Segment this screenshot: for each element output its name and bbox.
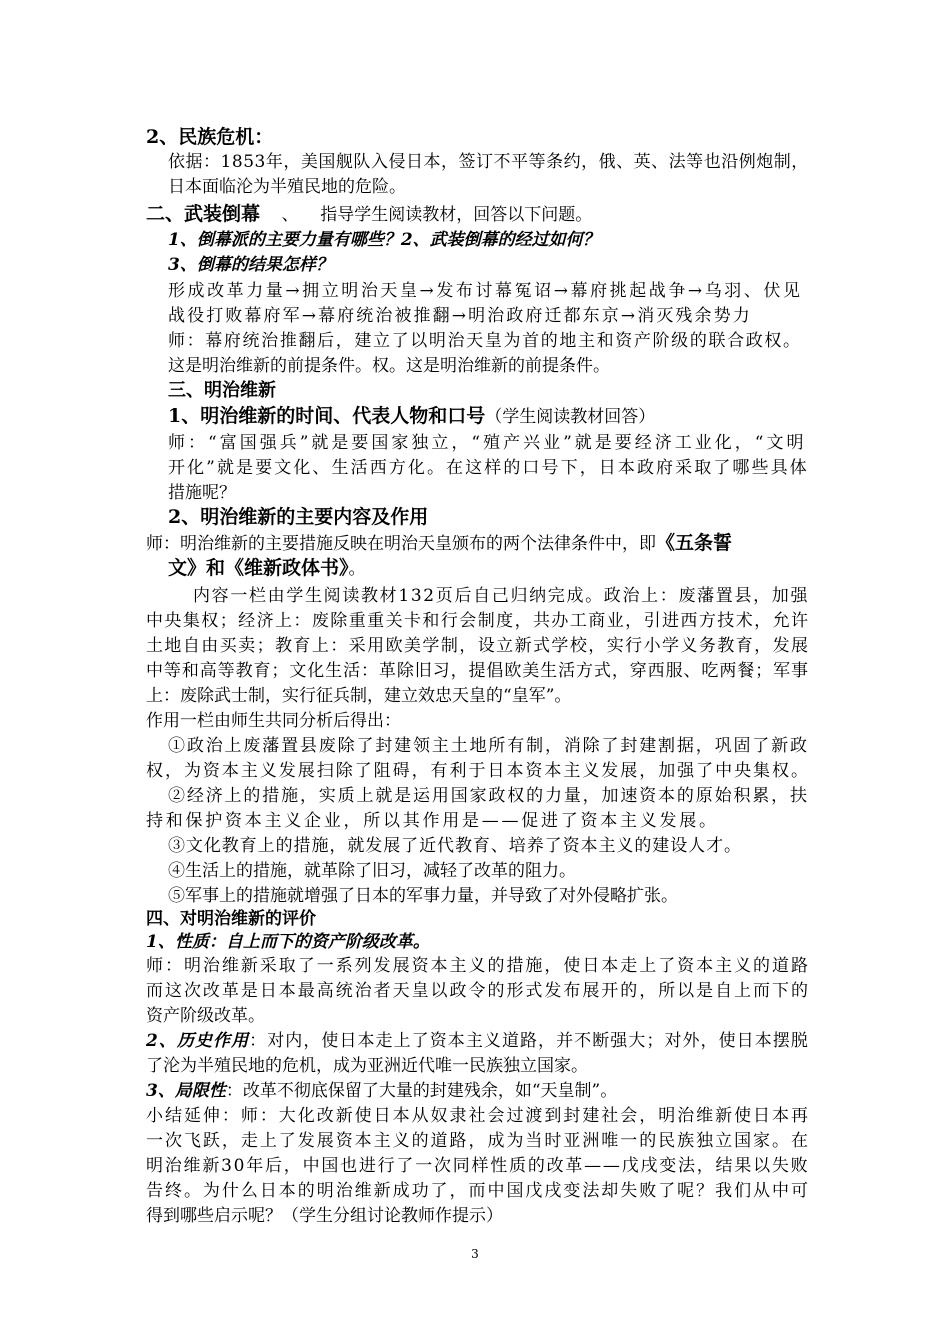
text-segment: 师：“富国强兵”就是要国家独立，“殖产兴业”就是要经济工业化，“文明 xyxy=(168,433,807,453)
text-line xyxy=(168,253,333,277)
text-line xyxy=(146,125,273,150)
text-segment: 明治维新30年后，中国也进行了一次同样性质的改革——戊戌变法，结果以失败 xyxy=(146,1156,810,1176)
text-segment: 得到哪些启示呢？（学生分组讨论教师作提示） xyxy=(146,1206,503,1226)
text-segment: 1、明治维新的时间、代表人物和口号 xyxy=(168,405,486,427)
text-segment: 2、明治维新的主要内容及作用 xyxy=(168,506,429,528)
text-line xyxy=(168,404,655,429)
text-line xyxy=(146,1104,810,1128)
text-segment: ：改革不彻底保留了大量的封建残余，如“天皇制”。 xyxy=(225,1081,618,1101)
text-line xyxy=(168,379,276,403)
text-segment: 而这次改革是日本最高统治者天皇以政令的形式发布展开的，所以是自上而下的 xyxy=(146,981,810,1001)
text-segment: 师：明治维新的主要措施反映在明治天皇颁布的两个法律条件中，即 xyxy=(146,534,656,554)
text-segment: 依据：1853年，美国舰队入侵日本，签订不平等条约，俄、英、法等也沿例炮制， xyxy=(168,152,809,172)
text-line xyxy=(146,634,809,658)
text-line xyxy=(146,531,732,556)
text-segment: 2、历史作用 xyxy=(146,1031,250,1051)
text-segment: 日本面临沦为半殖民地的危险。 xyxy=(168,177,406,197)
text-segment: 告终。为什么日本的明治维新成功了，而中国戊戌变法却失败了呢？我们从中可 xyxy=(146,1181,810,1201)
text-line xyxy=(168,431,806,455)
text-line xyxy=(146,684,571,708)
text-line xyxy=(146,609,809,633)
text-segment: 这是明治维新的前提条件。权。这是明治维新的前提条件。 xyxy=(168,356,610,376)
page-number: 3 xyxy=(471,1247,479,1261)
text-line xyxy=(168,884,678,908)
text-segment: 1、倒幕派的主要力量有哪些？2、武装倒幕的经过如何？ xyxy=(168,230,600,250)
text-segment: 小结延伸：师：大化改新使日本从奴隶社会过渡到封建社会，明治维新使日本再 xyxy=(146,1106,810,1126)
text-line xyxy=(193,584,809,608)
text-line xyxy=(146,809,719,833)
text-line xyxy=(168,834,742,858)
text-line xyxy=(168,175,406,199)
text-segment: 2、民族危机： xyxy=(146,126,274,148)
text-segment: 文》和《维新政体书》 xyxy=(168,557,349,579)
text-line xyxy=(168,329,802,353)
text-line xyxy=(168,279,803,303)
text-line xyxy=(168,456,809,480)
text-segment: 、 指导学生阅读教材，回答以下问题。 xyxy=(260,205,593,225)
text-line xyxy=(146,1179,810,1203)
text-segment: 中等和高等教育；文化生活：革除旧习，提倡欧美生活方式，穿西服、吃两餐；军事 xyxy=(146,661,809,681)
text-segment: 开化”就是要文化、生活西方化。在这样的口号下，日本政府采取了哪些具体 xyxy=(168,458,809,478)
text-line xyxy=(146,1079,617,1103)
text-segment: ②经济上的措施，实质上就是运用国家政权的力量，加速资本的原始积累，扶 xyxy=(168,786,809,806)
text-line xyxy=(168,556,366,581)
text-segment: 内容一栏由学生阅读教材132页后自己归纳完成。政治上：废藩置县，加强 xyxy=(193,586,810,606)
text-segment: 持和保护资本主义企业，所以其作用是——促进了资本主义发展。 xyxy=(146,811,719,831)
text-segment: 师：幕府统治推翻后，建立了以明治天皇为首的地主和资产阶级的联合政权。 xyxy=(168,331,802,351)
text-segment: 一次飞跃，走上了发展资本主义的道路，成为当时亚洲唯一的民族独立国家。在 xyxy=(146,1131,810,1151)
text-segment: 《五条誓 xyxy=(656,532,733,554)
text-line xyxy=(146,1004,265,1028)
text-segment: ⑤军事上的措施就增强了日本的军事力量，并导致了对外侵略扩张。 xyxy=(168,886,678,906)
text-segment: 3、局限性 xyxy=(146,1081,226,1101)
text-line xyxy=(168,304,752,328)
text-line xyxy=(146,202,592,227)
text-line xyxy=(168,481,236,505)
text-line xyxy=(146,759,810,783)
text-line xyxy=(146,1154,809,1178)
text-line xyxy=(146,930,430,954)
text-segment: 四、对明治维新的评价 xyxy=(146,909,316,929)
text-segment: 了沦为半殖民地的危机，成为亚洲近代唯一民族独立国家。 xyxy=(146,1056,588,1076)
text-line xyxy=(168,734,809,758)
text-line xyxy=(168,859,576,883)
text-segment: 。 xyxy=(348,559,366,579)
text-segment: 师：明治维新采取了一系列发展资本主义的措施，使日本走上了资本主义的道路 xyxy=(146,956,810,976)
text-segment: 中央集权；经济上：废除重重关卡和行会制度，共办工商业，引进西方技术，允许 xyxy=(146,611,810,631)
text-segment: 战役打败幕府军→幕府统治被推翻→明治政府迁都东京→消灭残余势力 xyxy=(168,306,752,326)
text-segment: 资产阶级改革。 xyxy=(146,1006,265,1026)
text-line xyxy=(146,659,809,683)
text-line xyxy=(146,954,810,978)
text-line xyxy=(146,1204,503,1228)
text-line xyxy=(168,228,600,252)
text-line xyxy=(168,505,428,530)
text-line xyxy=(146,1054,588,1078)
text-segment: 三、明治维新 xyxy=(168,380,276,401)
text-line xyxy=(146,1129,810,1153)
text-segment: 1、性质：自上而下的资产阶级改革。 xyxy=(146,932,430,952)
text-segment: 上：废除武士制，实行征兵制，建立效忠天皇的“皇军”。 xyxy=(146,686,572,706)
text-line xyxy=(168,354,610,378)
text-line xyxy=(168,784,809,808)
text-line xyxy=(146,709,401,733)
text-line xyxy=(168,150,809,174)
text-segment: 形成改革力量→拥立明治天皇→发布讨幕冤诏→幕府挑起战争→乌羽、伏见 xyxy=(168,281,803,301)
text-segment: 二、武装倒幕 xyxy=(146,203,261,225)
text-segment: ①政治上废藩置县废除了封建领主土地所有制，消除了封建割据，巩固了新政 xyxy=(168,736,809,756)
text-segment: 权，为资本主义发展扫除了阻碍，有利于日本资本主义发展，加强了中央集权。 xyxy=(146,761,810,781)
text-segment: ：对内，使日本走上了资本主义道路，并不断强大；对外，使日本摆脱 xyxy=(249,1031,809,1051)
text-line xyxy=(146,979,810,1003)
text-segment: 土地自由买卖；教育上：采用欧美学制，设立新式学校，实行小学义务教育，发展 xyxy=(146,636,810,656)
text-segment: 措施呢？ xyxy=(168,483,236,503)
text-segment: 3、倒幕的结果怎样？ xyxy=(168,255,333,275)
text-segment: ③文化教育上的措施，就发展了近代教育、培养了资本主义的建设人才。 xyxy=(168,836,742,856)
text-segment: 作用一栏由师生共同分析后得出： xyxy=(146,711,401,731)
text-segment: （学生阅读教材回答） xyxy=(485,407,656,427)
text-segment: ④生活上的措施，就革除了旧习，减轻了改革的阻力。 xyxy=(168,861,576,881)
text-line xyxy=(146,907,316,931)
text-line xyxy=(146,1029,809,1053)
